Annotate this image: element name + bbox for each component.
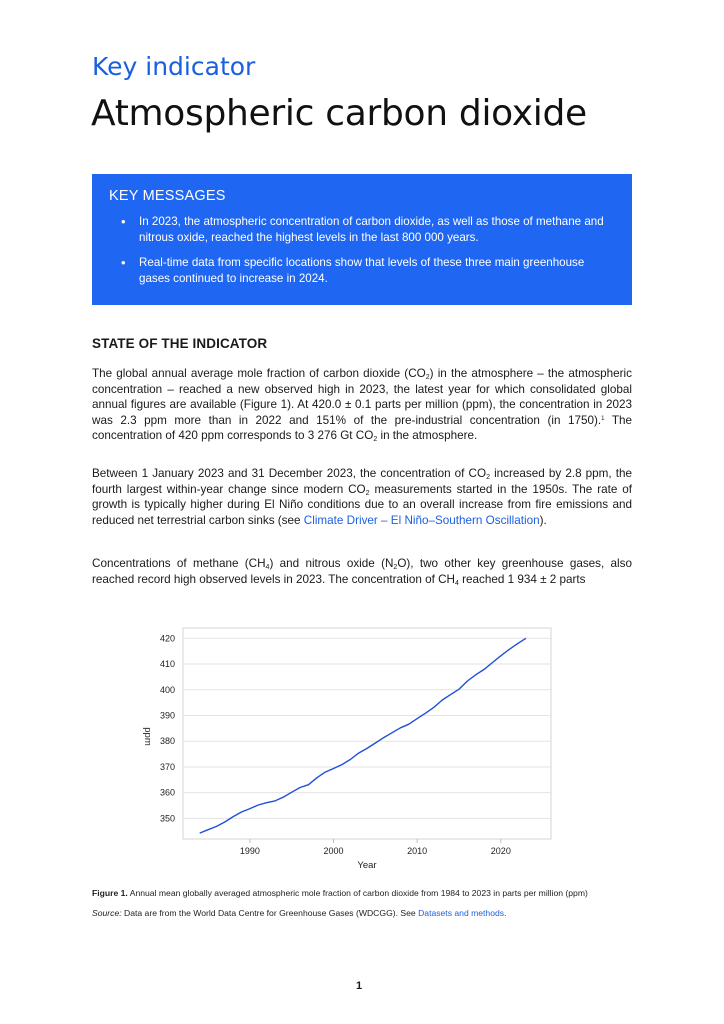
- x-tick-label: 2020: [490, 846, 511, 856]
- co2-line-chart: [0, 620, 724, 875]
- y-tick-label: 390: [159, 710, 175, 721]
- paragraph-1: The global annual average mole fraction of carbon dioxide $(CO_2)$ in the atmosphere – the atmospheric concentration – reached a new observed high in 2023, the latest year for which consolidated global annual figures are available (Figure 1). At 420.0 ± 0.1 parts per million (ppm), the concentration in 2023 was 2.3 ppm more than in 2022 and 151% of the pre-industrial concentration (in 1750).$^1$ The concentration of 420 ppm corresponds to 3 276 Gt $CO_2$ in the atmosphere.: [92, 367, 632, 443]
- y-axis-label: ppm: [142, 727, 153, 746]
- y-tick-label: 420: [159, 633, 175, 644]
- y-tick-label: 360: [159, 787, 175, 798]
- paragraph-3: Concentrations of methane $(CH_4)$ and nitrous oxide $(N_2O)$, two other key greenhouse gases, also reached record high observed levels in 2023. The concentration of $CH_4$ reached 1 934 ± 2 parts: [92, 557, 632, 587]
- x-tick-label: 2010: [407, 846, 428, 856]
- y-tick-label: 370: [159, 761, 175, 772]
- key-message-item: • In 2023, the atmospheric concentration of carbon dioxide, as well as those of methane and nitrous oxide, reached the highest levels in the last 800 000 years.: [139, 214, 616, 245]
- y-tick-label: 400: [159, 684, 175, 695]
- x-axis-label: Year: [357, 860, 377, 871]
- datasets-methods-link[interactable]: Datasets and methods: [418, 908, 505, 918]
- x-tick-label: 2000: [323, 846, 344, 856]
- x-tick-label: 1990: [239, 846, 260, 856]
- co2-series-line: [200, 638, 526, 833]
- climate-driver-link[interactable]: Climate Driver – El Niño–Southern Oscillation: [303, 513, 540, 527]
- figure-caption: Figure 1. Annual mean globally averaged atmospheric mole fraction of carbon dioxide from 1984 to 2023 in parts per million (ppm) Source: Data are from the World Data Centre for Greenhouse Gases (WDCGG). See Datasets and methods.: [92, 888, 588, 918]
- kicker: Key indicator: [92, 52, 256, 81]
- y-tick-label: 350: [159, 813, 175, 824]
- key-messages-box: [92, 174, 632, 305]
- key-messages-heading: KEY MESSAGES: [109, 188, 226, 204]
- y-tick-label: 380: [159, 736, 175, 747]
- key-messages-list: [109, 214, 616, 286]
- figure-label: Figure 1.: [92, 888, 128, 898]
- key-message-item: • Real-time data from specific locations show that levels of these three main greenhouse gases continued to increase in 2024.: [139, 255, 616, 286]
- y-tick-label: 410: [159, 659, 175, 670]
- page-title: Atmospheric carbon dioxide: [91, 93, 587, 134]
- page-number: 1: [356, 980, 363, 992]
- section-heading: STATE OF THE INDICATOR: [92, 336, 268, 351]
- paragraph-2: Between 1 January 2023 and 31 December 2023, the concentration of $CO_2$ increased by 2.8 ppm, the fourth largest within-year change since modern $CO_2$ measurements started in the 1950s. The rate of growth is typically higher during El Niño conditions due to an overall increase from fire emissions and reduced net terrestrial carbon sinks (see Climate Driver – El Niño–Southern Oscillation).: [92, 467, 633, 527]
- source-label: Source:: [92, 908, 122, 918]
